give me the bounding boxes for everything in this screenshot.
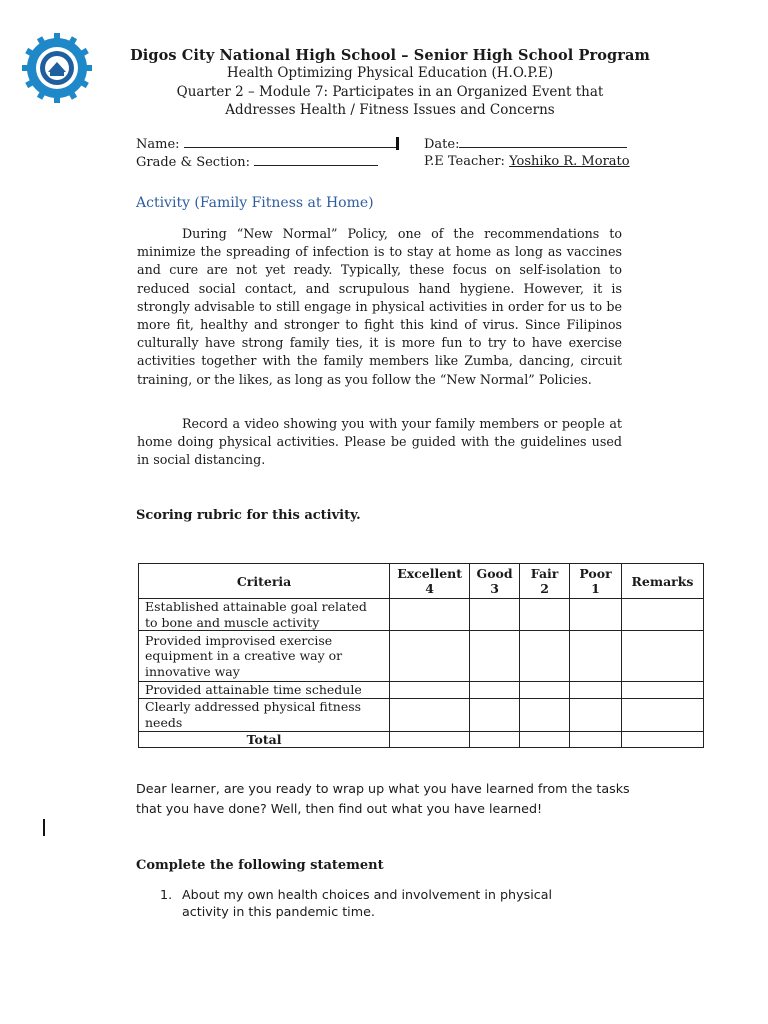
activity-paragraph-1: During “New Normal” Policy, one of the recommendations to minimize the spreading of infection is to stay at home as long as vaccines and cure are not yet ready. Typically, these focus on self-isolation to reduced social contact, and scrupulous hand hygiene. However, it is strongly advisable to still engage in physical activities in order for us to be more fit, healthy and stronger to fight this kind of virus. Since Filipinos culturally have strong family ties, it is more fun to try to have exercise activities together with the family members like Zumba, dancing, circuit training, or the likes, as long as you follow the “New Normal” Policies.	[137, 226, 622, 387]
score-cell[interactable]	[390, 698, 470, 731]
total-cell[interactable]	[621, 731, 703, 747]
total-label: Total	[139, 731, 390, 747]
list-item-number: 1.	[160, 887, 173, 902]
remarks-cell[interactable]	[621, 631, 703, 682]
remarks-cell[interactable]	[621, 682, 703, 699]
teacher-label: P.E Teacher:	[424, 154, 505, 169]
grade-section-label: Grade & Section:	[136, 155, 251, 170]
date-label: Date:	[424, 137, 460, 152]
score-cell[interactable]	[470, 682, 520, 699]
remarks-header: Remarks	[621, 564, 703, 599]
total-cell[interactable]	[520, 731, 570, 747]
score-cell[interactable]	[390, 599, 470, 631]
total-cell[interactable]	[470, 731, 520, 747]
module-title-line1: Quarter 2 – Module 7: Participates in an Organized Event that	[176, 84, 604, 100]
total-cell[interactable]	[570, 731, 622, 747]
list-item	[160, 886, 600, 920]
criteria-header: Criteria	[139, 564, 390, 599]
rubric-table	[138, 563, 704, 748]
complete-statement-title: Complete the following statement	[136, 858, 384, 873]
date-field[interactable]	[424, 136, 627, 152]
rubric-header-row	[139, 564, 704, 599]
name-blank[interactable]	[184, 136, 396, 148]
score-cell[interactable]	[570, 599, 622, 631]
rubric-title: Scoring rubric for this activity.	[136, 508, 361, 523]
criteria-cell: Provided improvised exercise equipment in a creative way or innovative way	[139, 631, 390, 682]
name-field[interactable]	[136, 136, 399, 152]
score-cell[interactable]	[520, 631, 570, 682]
score-cell[interactable]	[470, 599, 520, 631]
score-cell[interactable]	[570, 682, 622, 699]
teacher-field	[424, 154, 630, 169]
closing-paragraph: Dear learner, are you ready to wrap up what you have learned from the tasks that you have done? Well, then find out what you have learned!	[136, 781, 630, 816]
school-seal-logo	[21, 32, 93, 104]
list-item-text: About my own health choices and involvement in physical activity in this pandemic time.	[182, 887, 552, 919]
score-cell[interactable]	[390, 682, 470, 699]
table-row	[139, 599, 704, 631]
score-cell[interactable]	[520, 698, 570, 731]
remarks-cell[interactable]	[621, 599, 703, 631]
score-cell[interactable]	[520, 682, 570, 699]
score-cell[interactable]	[470, 631, 520, 682]
text-caret	[43, 819, 45, 836]
score-cell[interactable]	[570, 631, 622, 682]
excellent-header: Excellent 4	[390, 564, 470, 599]
criteria-cell: Clearly addressed physical fitness needs	[139, 698, 390, 731]
total-cell[interactable]	[390, 731, 470, 747]
table-row	[139, 698, 704, 731]
score-cell[interactable]	[520, 599, 570, 631]
activity-title: Activity (Family Fitness at Home)	[136, 195, 374, 211]
grade-section-field[interactable]	[136, 154, 378, 170]
criteria-cell: Provided attainable time schedule	[139, 682, 390, 699]
fair-header: Fair 2	[520, 564, 570, 599]
criteria-cell: Established attainable goal related to bone and muscle activity	[139, 599, 390, 631]
subject-title: Health Optimizing Physical Education (H.O.P.E)	[226, 65, 554, 81]
teacher-name: Yoshiko R. Morato	[509, 154, 630, 169]
score-cell[interactable]	[570, 698, 622, 731]
grade-section-blank[interactable]	[254, 154, 378, 166]
score-cell[interactable]	[470, 698, 520, 731]
date-blank[interactable]	[459, 136, 627, 148]
poor-header: Poor 1	[570, 564, 622, 599]
table-row	[139, 631, 704, 682]
score-cell[interactable]	[390, 631, 470, 682]
table-row	[139, 682, 704, 699]
good-header: Good 3	[470, 564, 520, 599]
total-row	[139, 731, 704, 747]
school-name: Digos City National High School – Senior High School Program	[130, 47, 650, 64]
name-label: Name:	[136, 137, 180, 152]
text-cursor	[396, 137, 399, 150]
remarks-cell[interactable]	[621, 698, 703, 731]
activity-paragraph-2: Record a video showing you with your family members or people at home doing physical activities. Please be guided with the guidelines used in social distancing.	[137, 416, 622, 468]
module-title-line2: Addresses Health / Fitness Issues and Concerns	[225, 102, 555, 118]
